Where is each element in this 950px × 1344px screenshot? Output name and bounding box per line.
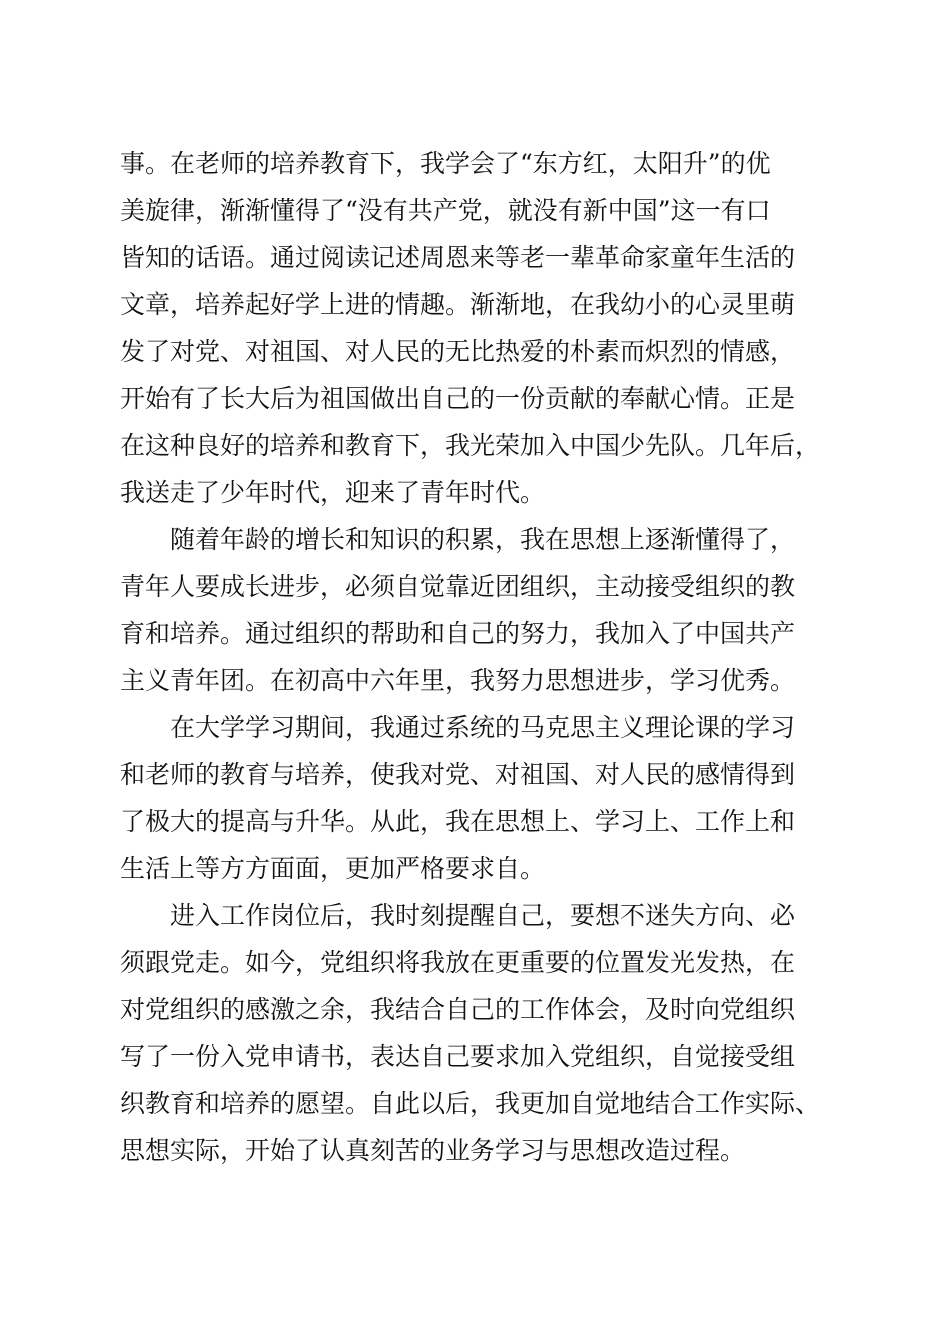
text-line: 在这种良好的培养和教育下，我光荣加入中国少先队。几年后，	[120, 431, 821, 460]
text-line: 和老师的教育与培养，使我对党、对祖国、对人民的感情得到	[120, 760, 796, 789]
text-line: 随着年龄的增长和知识的积累，我在思想上逐渐懂得了，	[120, 525, 796, 554]
text-line: 美旋律，渐渐懂得了“没有共产党，就没有新中国”这一有口	[120, 196, 771, 225]
text-line: 皆知的话语。通过阅读记述周恩来等老一辈革命家童年生活的	[120, 243, 796, 272]
text-line: 主义青年团。在初高中六年里，我努力思想进步，学习优秀。	[120, 666, 796, 695]
text-line: 育和培养。通过组织的帮助和自己的努力，我加入了中国共产	[120, 619, 796, 648]
body-text	[120, 140, 840, 1174]
text-line: 文章，培养起好学上进的情趣。渐渐地，在我幼小的心灵里萌	[120, 290, 796, 319]
text-line: 写了一份入党申请书，表达自己要求加入党组织，自觉接受组	[120, 1042, 796, 1071]
text-line: 对党组织的感激之余，我结合自己的工作体会，及时向党组织	[120, 995, 796, 1024]
text-line: 发了对党、对祖国、对人民的无比热爱的朴素而炽烈的情感，	[120, 337, 796, 366]
text-line: 思想实际，开始了认真刻苦的业务学习与思想改造过程。	[120, 1136, 746, 1165]
text-line: 在大学学习期间，我通过系统的马克思主义理论课的学习	[120, 713, 796, 742]
text-line: 须跟党走。如今，党组织将我放在更重要的位置发光发热，在	[120, 948, 796, 977]
text-line: 开始有了长大后为祖国做出自己的一份贡献的奉献心情。正是	[120, 384, 796, 413]
text-line: 生活上等方方面面，更加严格要求自。	[120, 854, 546, 883]
text-line: 进入工作岗位后，我时刻提醒自己，要想不迷失方向、必	[120, 901, 796, 930]
text-line: 了极大的提高与升华。从此，我在思想上、学习上、工作上和	[120, 807, 796, 836]
text-line: 我送走了少年时代，迎来了青年时代。	[120, 478, 546, 507]
text-line: 青年人要成长进步，必须自觉靠近团组织，主动接受组织的教	[120, 572, 796, 601]
text-line: 事。在老师的培养教育下，我学会了“东方红，太阳升”的优	[120, 149, 771, 178]
text-line: 织教育和培养的愿望。自此以后，我更加自觉地结合工作实际、	[120, 1089, 821, 1118]
